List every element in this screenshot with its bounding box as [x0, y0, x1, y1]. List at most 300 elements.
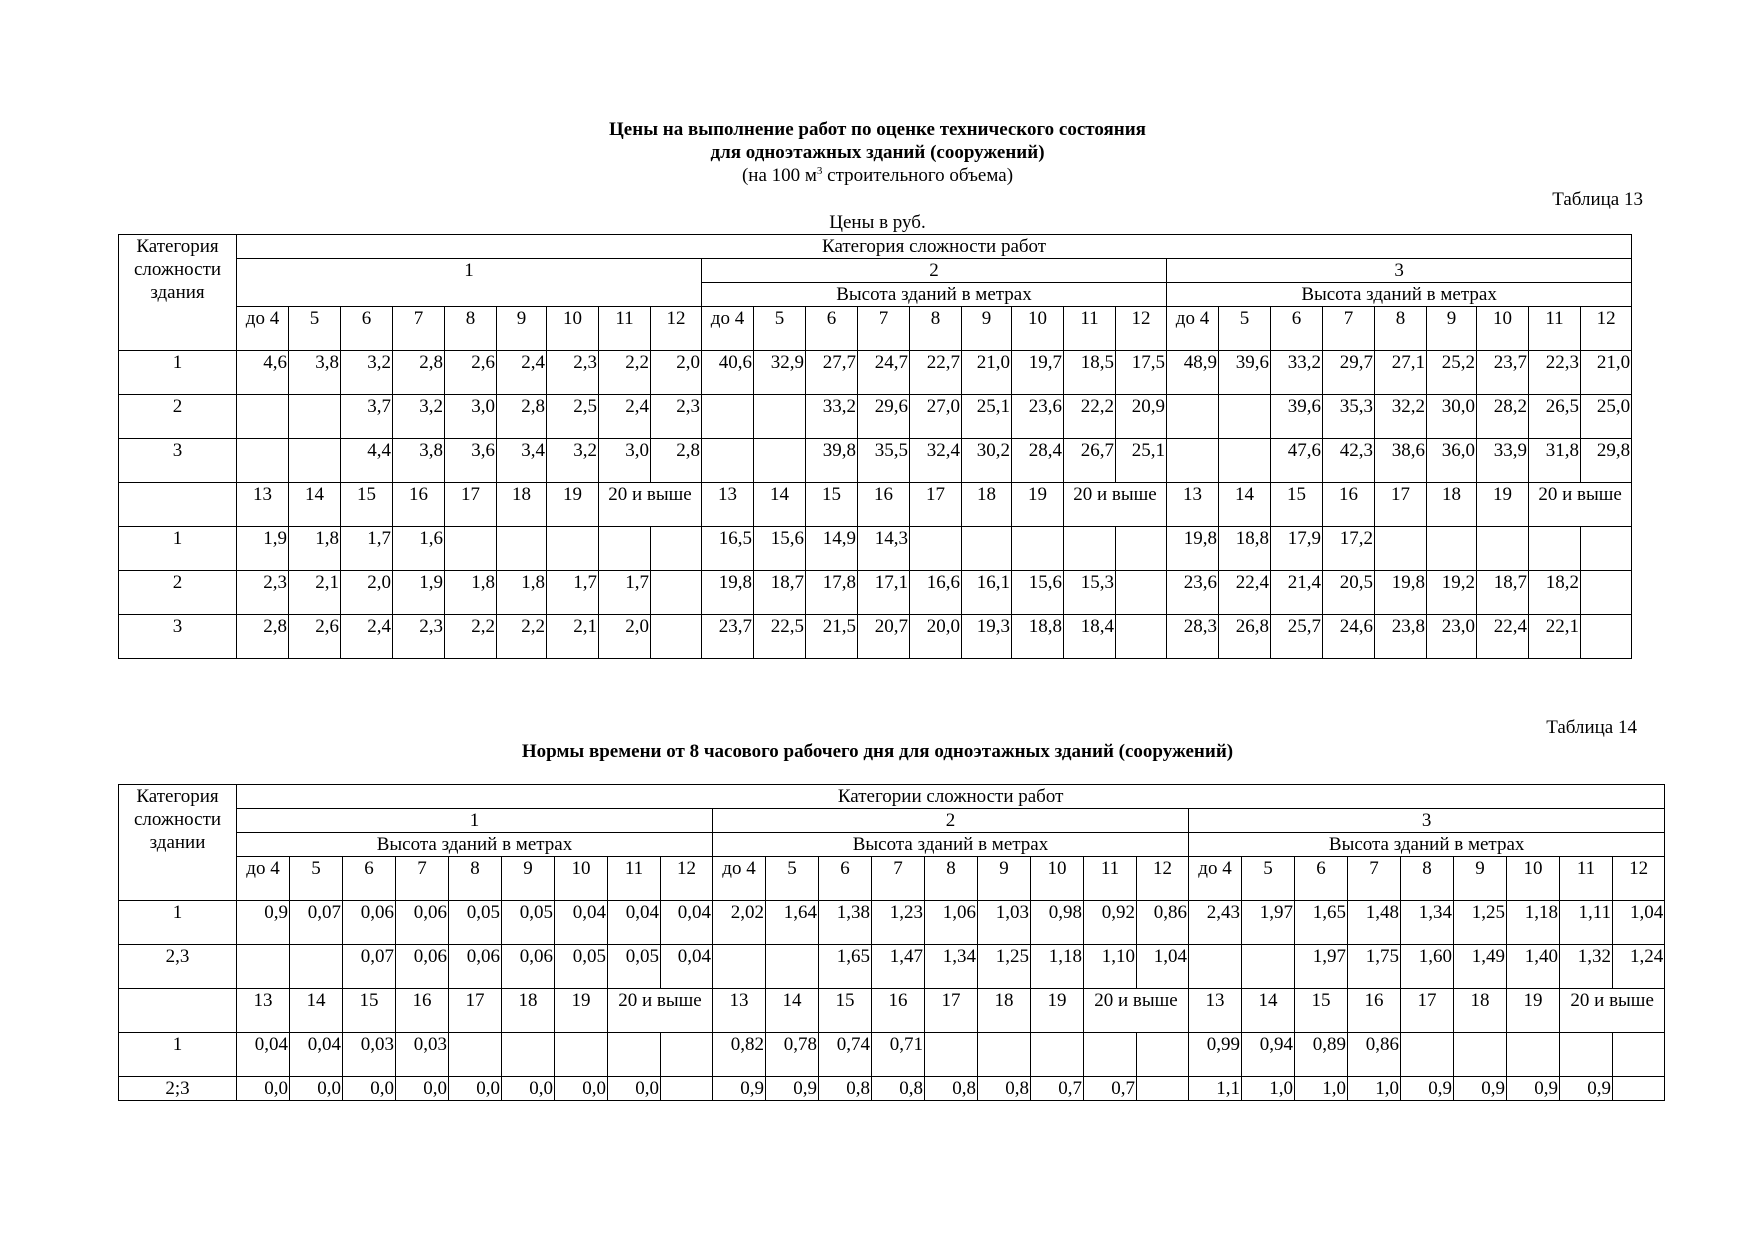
value-cell: 0,86	[1137, 901, 1189, 945]
value-cell: 0,06	[396, 945, 449, 989]
value-cell: 22,5	[754, 615, 806, 659]
value-cell: 0,05	[449, 901, 502, 945]
table13-subtitle: (на 100 $м^3$ строительного объема)	[741, 165, 1014, 186]
value-cell: 2,43	[1189, 901, 1242, 945]
value-cell: 22,4	[1477, 615, 1529, 659]
value-cell: 0,86	[1348, 1033, 1401, 1077]
value-cell: 17,5	[1116, 351, 1167, 395]
table14-title: Нормы времени от 8 часового рабочего дня для одноэтажных зданий (сооружений)	[521, 741, 1234, 762]
value-cell: 2,8	[651, 439, 702, 483]
height-header: 5	[1219, 307, 1271, 351]
value-cell: 23,8	[1375, 615, 1427, 659]
value-cell: 2,3	[651, 395, 702, 439]
height-header: 13	[713, 989, 766, 1033]
value-cell: 0,8	[819, 1077, 872, 1101]
height-header: 15	[1295, 989, 1348, 1033]
value-cell	[1219, 395, 1271, 439]
value-cell: 0,74	[819, 1033, 872, 1077]
height-header: 6	[343, 857, 396, 901]
height-header: 6	[819, 857, 872, 901]
height-header: 18	[502, 989, 555, 1033]
height-header: 19	[1507, 989, 1560, 1033]
height-header: 14	[290, 989, 343, 1033]
height-header: 10	[547, 307, 599, 351]
value-cell: 0,9	[766, 1077, 819, 1101]
value-cell: 25,7	[1271, 615, 1323, 659]
value-cell: 18,2	[1529, 571, 1581, 615]
value-cell: 2,8	[393, 351, 445, 395]
value-cell: 0,04	[661, 945, 713, 989]
height-header: 5	[754, 307, 806, 351]
value-cell: 2,02	[713, 901, 766, 945]
value-cell	[1581, 571, 1632, 615]
group-subheader-3: Высота зданий в метрах	[1189, 833, 1665, 857]
value-cell: 3,2	[393, 395, 445, 439]
value-cell	[237, 395, 289, 439]
height-header: 11	[1084, 857, 1137, 901]
value-cell: 0,8	[872, 1077, 925, 1101]
value-cell: 38,6	[1375, 439, 1427, 483]
value-cell: 1,25	[978, 945, 1031, 989]
value-cell: 19,3	[962, 615, 1012, 659]
table14	[118, 784, 1665, 1101]
height-header: 10	[1012, 307, 1064, 351]
height-header: 10	[1477, 307, 1529, 351]
height-header: 20 и выше	[1064, 483, 1167, 527]
height-header: 16	[1348, 989, 1401, 1033]
height-header: 20 и выше	[599, 483, 702, 527]
value-cell: 28,4	[1012, 439, 1064, 483]
value-cell: 0,04	[290, 1033, 343, 1077]
value-cell: 30,2	[962, 439, 1012, 483]
value-cell: 2,2	[599, 351, 651, 395]
value-cell: 23,7	[702, 615, 754, 659]
value-cell	[661, 1033, 713, 1077]
height-header: 16	[393, 483, 445, 527]
value-cell: 0,04	[237, 1033, 290, 1077]
value-cell: 1,49	[1454, 945, 1507, 989]
value-cell: 2,2	[445, 615, 497, 659]
value-cell: 27,7	[806, 351, 858, 395]
header-left: Категория сложности здании	[119, 785, 237, 901]
value-cell: 24,7	[858, 351, 910, 395]
height-header: 6	[1295, 857, 1348, 901]
value-cell: 36,0	[1427, 439, 1477, 483]
height-header: 17	[1375, 483, 1427, 527]
value-cell: 0,0	[290, 1077, 343, 1101]
value-cell: 15,6	[1012, 571, 1064, 615]
group-subheader-2: Высота зданий в метрах	[702, 283, 1167, 307]
height-header: 16	[858, 483, 910, 527]
height-header: 15	[341, 483, 393, 527]
value-cell	[237, 439, 289, 483]
value-cell: 1,75	[1348, 945, 1401, 989]
value-cell: 47,6	[1271, 439, 1323, 483]
value-cell	[766, 945, 819, 989]
value-cell: 1,60	[1401, 945, 1454, 989]
height-header: 13	[702, 483, 754, 527]
value-cell: 0,9	[1401, 1077, 1454, 1101]
value-cell: 2,4	[599, 395, 651, 439]
value-cell: 0,04	[608, 901, 661, 945]
value-cell: 15,3	[1064, 571, 1116, 615]
value-cell: 1,7	[599, 571, 651, 615]
value-cell: 17,8	[806, 571, 858, 615]
row-category: 1	[119, 527, 237, 571]
value-cell: 16,5	[702, 527, 754, 571]
value-cell: 1,9	[237, 527, 289, 571]
value-cell: 1,34	[1401, 901, 1454, 945]
value-cell: 21,0	[962, 351, 1012, 395]
row-category: 1	[119, 351, 237, 395]
value-cell: 2,1	[289, 571, 341, 615]
value-cell: 1,48	[1348, 901, 1401, 945]
height-header: 15	[806, 483, 858, 527]
value-cell	[1219, 439, 1271, 483]
height-header: 20 и выше	[1529, 483, 1632, 527]
value-cell: 0,06	[343, 901, 396, 945]
value-cell	[502, 1033, 555, 1077]
value-cell	[237, 945, 290, 989]
value-cell: 20,5	[1323, 571, 1375, 615]
height-header: 18	[978, 989, 1031, 1033]
value-cell: 1,06	[925, 901, 978, 945]
value-cell: 3,4	[497, 439, 547, 483]
value-cell: 3,7	[341, 395, 393, 439]
height-header: 7	[1348, 857, 1401, 901]
group-subheader-1: Высота зданий в метрах	[237, 833, 713, 857]
value-cell: 21,5	[806, 615, 858, 659]
height-header: до 4	[702, 307, 754, 351]
value-cell	[754, 395, 806, 439]
value-cell: 3,2	[547, 439, 599, 483]
group-header-1: 1	[237, 809, 713, 833]
value-cell: 25,1	[962, 395, 1012, 439]
value-cell: 1,65	[1295, 901, 1348, 945]
height-header: 11	[1064, 307, 1116, 351]
value-cell: 3,2	[341, 351, 393, 395]
value-cell: 33,2	[806, 395, 858, 439]
height-header: 15	[1271, 483, 1323, 527]
value-cell: 2,8	[497, 395, 547, 439]
value-cell: 1,7	[341, 527, 393, 571]
height-header: 8	[1375, 307, 1427, 351]
height-header: до 4	[713, 857, 766, 901]
height-header: 9	[978, 857, 1031, 901]
value-cell: 0,78	[766, 1033, 819, 1077]
value-cell: 3,6	[445, 439, 497, 483]
value-cell: 0,07	[290, 901, 343, 945]
height-header: 10	[555, 857, 608, 901]
height-header: 11	[1529, 307, 1581, 351]
value-cell: 3,8	[289, 351, 341, 395]
value-cell: 0,06	[502, 945, 555, 989]
value-cell: 2,5	[547, 395, 599, 439]
value-cell: 0,05	[608, 945, 661, 989]
value-cell: 14,9	[806, 527, 858, 571]
table13-title-line1: Цены на выполнение работ по оценке технического состояния	[609, 119, 1146, 140]
height-header: 5	[289, 307, 341, 351]
value-cell: 27,0	[910, 395, 962, 439]
value-cell: 29,6	[858, 395, 910, 439]
height-header: 12	[661, 857, 713, 901]
value-cell: 0,0	[396, 1077, 449, 1101]
group-header-3: 3	[1167, 259, 1632, 283]
value-cell: 0,0	[237, 1077, 290, 1101]
value-cell	[599, 527, 651, 571]
value-cell	[1137, 1033, 1189, 1077]
value-cell: 33,9	[1477, 439, 1529, 483]
height-header: 11	[599, 307, 651, 351]
value-cell: 1,40	[1507, 945, 1560, 989]
value-cell: 25,0	[1581, 395, 1632, 439]
value-cell: 19,2	[1427, 571, 1477, 615]
value-cell: 18,7	[1477, 571, 1529, 615]
value-cell	[1116, 615, 1167, 659]
height-header: 18	[1427, 483, 1477, 527]
value-cell: 23,7	[1477, 351, 1529, 395]
height-header: 20 и выше	[1084, 989, 1189, 1033]
group-header-2: 2	[702, 259, 1167, 283]
value-cell: 0,8	[925, 1077, 978, 1101]
value-cell: 0,0	[343, 1077, 396, 1101]
value-cell	[289, 439, 341, 483]
value-cell: 1,25	[1454, 901, 1507, 945]
value-cell: 0,94	[1242, 1033, 1295, 1077]
value-cell	[1012, 527, 1064, 571]
value-cell	[555, 1033, 608, 1077]
value-cell: 1,03	[978, 901, 1031, 945]
value-cell	[289, 395, 341, 439]
value-cell: 18,8	[1012, 615, 1064, 659]
height-header: 8	[925, 857, 978, 901]
value-cell: 18,7	[754, 571, 806, 615]
value-cell: 30,0	[1427, 395, 1477, 439]
height-header: 9	[497, 307, 547, 351]
value-cell: 33,2	[1271, 351, 1323, 395]
value-cell: 29,8	[1581, 439, 1632, 483]
value-cell: 19,8	[1167, 527, 1219, 571]
row-category: 2;3	[119, 1077, 237, 1101]
height-header: 13	[1189, 989, 1242, 1033]
height-header: до 4	[237, 857, 290, 901]
value-cell: 22,4	[1219, 571, 1271, 615]
row-category: 3	[119, 615, 237, 659]
value-cell: 20,0	[910, 615, 962, 659]
value-cell: 1,0	[1242, 1077, 1295, 1101]
height-header: 8	[910, 307, 962, 351]
value-cell: 0,06	[396, 901, 449, 945]
value-cell: 22,2	[1064, 395, 1116, 439]
height-header: 17	[1401, 989, 1454, 1033]
value-cell	[978, 1033, 1031, 1077]
height-header: 7	[872, 857, 925, 901]
value-cell: 17,1	[858, 571, 910, 615]
height-header: 11	[1560, 857, 1613, 901]
value-cell: 1,23	[872, 901, 925, 945]
height-header: 6	[341, 307, 393, 351]
value-cell: 0,9	[237, 901, 290, 945]
value-cell	[1613, 1077, 1665, 1101]
row-category: 1	[119, 1033, 237, 1077]
height-header: 15	[819, 989, 872, 1033]
value-cell: 2,4	[497, 351, 547, 395]
group-subheader-3: Высота зданий в метрах	[1167, 283, 1632, 307]
value-cell	[1116, 571, 1167, 615]
value-cell	[1613, 1033, 1665, 1077]
value-cell: 0,9	[1507, 1077, 1560, 1101]
value-cell: 26,7	[1064, 439, 1116, 483]
height-header: 17	[449, 989, 502, 1033]
value-cell: 17,9	[1271, 527, 1323, 571]
value-cell: 1,32	[1560, 945, 1613, 989]
value-cell	[1189, 945, 1242, 989]
value-cell	[1031, 1033, 1084, 1077]
value-cell: 21,4	[1271, 571, 1323, 615]
header-top: Категории сложности работ	[237, 785, 1665, 809]
value-cell: 0,98	[1031, 901, 1084, 945]
height-header: 18	[497, 483, 547, 527]
height-header: 16	[396, 989, 449, 1033]
value-cell	[1401, 1033, 1454, 1077]
value-cell: 0,9	[1560, 1077, 1613, 1101]
table13	[118, 234, 1632, 659]
group-header-3: 3	[1189, 809, 1665, 833]
value-cell: 32,2	[1375, 395, 1427, 439]
height-header: 20 и выше	[608, 989, 713, 1033]
height-header: 9	[502, 857, 555, 901]
height-header: 8	[445, 307, 497, 351]
value-cell: 1,97	[1295, 945, 1348, 989]
value-cell: 1,34	[925, 945, 978, 989]
value-cell	[754, 439, 806, 483]
value-cell: 26,8	[1219, 615, 1271, 659]
value-cell: 4,4	[341, 439, 393, 483]
value-cell	[290, 945, 343, 989]
value-cell: 17,2	[1323, 527, 1375, 571]
height-header: 9	[962, 307, 1012, 351]
value-cell	[547, 527, 599, 571]
height-header: 20 и выше	[1560, 989, 1665, 1033]
height-header: 12	[651, 307, 702, 351]
value-cell: 0,0	[555, 1077, 608, 1101]
value-cell	[651, 615, 702, 659]
value-cell	[1507, 1033, 1560, 1077]
value-cell: 0,99	[1189, 1033, 1242, 1077]
value-cell: 1,7	[547, 571, 599, 615]
value-cell: 22,3	[1529, 351, 1581, 395]
value-cell	[925, 1033, 978, 1077]
height-header: до 4	[1189, 857, 1242, 901]
height-header: 12	[1613, 857, 1665, 901]
value-cell	[1581, 527, 1632, 571]
value-cell	[449, 1033, 502, 1077]
value-cell	[1529, 527, 1581, 571]
table14-number: Таблица 14	[1546, 717, 1637, 738]
height-header: 6	[806, 307, 858, 351]
value-cell: 23,6	[1167, 571, 1219, 615]
value-cell: 1,1	[1189, 1077, 1242, 1101]
value-cell: 18,4	[1064, 615, 1116, 659]
value-cell: 39,8	[806, 439, 858, 483]
value-cell: 0,89	[1295, 1033, 1348, 1077]
value-cell: 1,11	[1560, 901, 1613, 945]
value-cell: 2,3	[237, 571, 289, 615]
value-cell	[910, 527, 962, 571]
value-cell: 19,7	[1012, 351, 1064, 395]
height-header: 8	[449, 857, 502, 901]
height-header: 14	[754, 483, 806, 527]
height-header: 19	[1012, 483, 1064, 527]
value-cell	[1116, 527, 1167, 571]
value-cell: 1,9	[393, 571, 445, 615]
height-header: 6	[1271, 307, 1323, 351]
height-header: 7	[396, 857, 449, 901]
row-category: 2,3	[119, 945, 237, 989]
height-header: до 4	[1167, 307, 1219, 351]
height-header: 19	[555, 989, 608, 1033]
value-cell: 0,04	[661, 901, 713, 945]
value-cell	[962, 527, 1012, 571]
height-header: 17	[925, 989, 978, 1033]
value-cell	[702, 395, 754, 439]
value-cell: 1,6	[393, 527, 445, 571]
value-cell: 1,04	[1137, 945, 1189, 989]
value-cell: 0,0	[449, 1077, 502, 1101]
value-cell: 19,8	[702, 571, 754, 615]
value-cell	[1454, 1033, 1507, 1077]
value-cell	[651, 571, 702, 615]
value-cell: 2,2	[497, 615, 547, 659]
value-cell: 1,8	[497, 571, 547, 615]
value-cell: 2,6	[445, 351, 497, 395]
value-cell: 28,2	[1477, 395, 1529, 439]
value-cell: 3,0	[445, 395, 497, 439]
value-cell: 31,8	[1529, 439, 1581, 483]
height-header: 19	[547, 483, 599, 527]
table13-title-line2: для одноэтажных зданий (сооружений)	[710, 142, 1045, 163]
value-cell: 1,04	[1613, 901, 1665, 945]
value-cell: 14,3	[858, 527, 910, 571]
value-cell: 3,8	[393, 439, 445, 483]
value-cell: 0,03	[396, 1033, 449, 1077]
value-cell: 0,06	[449, 945, 502, 989]
value-cell	[1167, 395, 1219, 439]
value-cell: 1,8	[289, 527, 341, 571]
value-cell: 3,0	[599, 439, 651, 483]
value-cell: 4,6	[237, 351, 289, 395]
value-cell	[661, 1077, 713, 1101]
height-header: до 4	[237, 307, 289, 351]
value-cell: 0,0	[502, 1077, 555, 1101]
value-cell: 18,5	[1064, 351, 1116, 395]
height-header: 16	[872, 989, 925, 1033]
value-cell: 1,8	[445, 571, 497, 615]
value-cell: 0,05	[502, 901, 555, 945]
row-category: 2	[119, 395, 237, 439]
value-cell: 35,3	[1323, 395, 1375, 439]
height-header: 12	[1137, 857, 1189, 901]
height-header: 11	[608, 857, 661, 901]
value-cell	[1242, 945, 1295, 989]
value-cell: 1,64	[766, 901, 819, 945]
height-header: 7	[858, 307, 910, 351]
value-cell: 1,0	[1348, 1077, 1401, 1101]
value-cell: 2,3	[547, 351, 599, 395]
value-cell: 0,8	[978, 1077, 1031, 1101]
value-cell: 0,92	[1084, 901, 1137, 945]
height-header: 15	[343, 989, 396, 1033]
